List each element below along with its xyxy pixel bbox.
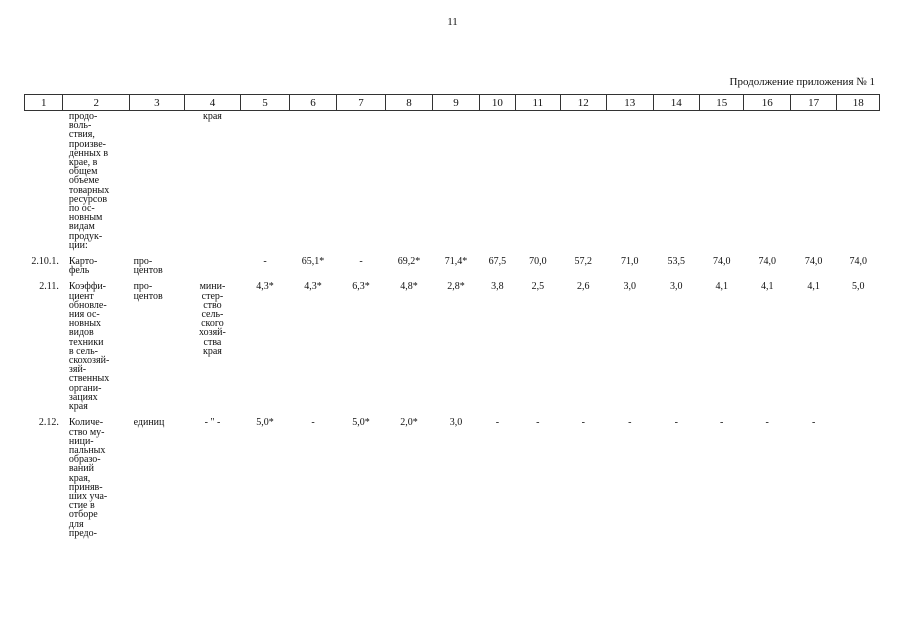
value-cell: 3,0 (670, 281, 683, 293)
value-cell: 53,5 (667, 256, 685, 268)
value-cell: - (765, 417, 769, 429)
header-cell: 9 (433, 95, 479, 111)
value-cell: - (628, 417, 632, 429)
value-cell: 57,2 (574, 256, 593, 268)
value-cell: 5,0* (256, 417, 274, 429)
value-cell: 4,1 (715, 281, 728, 293)
value-cell: 4,3* (256, 281, 274, 293)
header-row (25, 95, 880, 111)
row-number: 2.11. (39, 281, 59, 293)
row-number: 2.10.1. (31, 256, 59, 268)
value-cell: - (581, 417, 585, 429)
table-row (25, 275, 880, 411)
value-cell: 3,8 (491, 281, 504, 293)
header-cell: 6 (289, 95, 337, 111)
value-cell: 74,0 (849, 256, 867, 268)
value-cell: 4,1 (760, 281, 774, 293)
header-cell: 3 (130, 95, 185, 111)
value-cell (385, 111, 433, 251)
unit-of-measure: единиц (133, 417, 165, 429)
header-cell: 17 (790, 95, 836, 111)
value-cell: 2,6 (577, 281, 590, 293)
value-cell: 4,8* (400, 281, 418, 293)
header-cell: 12 (560, 95, 606, 111)
header-cell: 13 (607, 95, 653, 111)
value-cell: - (720, 417, 724, 429)
responsible-body: мини- стер- ство сель- ского хозяй- ства края (199, 281, 226, 357)
value-cell (433, 111, 479, 251)
value-cell: 71,0 (621, 256, 639, 268)
value-cell (516, 111, 560, 251)
value-cell: 3,0 (449, 417, 463, 429)
unit-of-measure (130, 111, 185, 251)
value-cell: 6,3* (352, 281, 370, 293)
header-cell: 14 (653, 95, 699, 111)
value-cell: - (359, 256, 363, 268)
value-cell: 2,0* (400, 417, 418, 429)
unit-of-measure: про- центов (133, 256, 163, 277)
table-row (25, 250, 880, 275)
value-cell: 2,8* (447, 281, 465, 293)
value-cell: 69,2* (397, 256, 421, 268)
row-number (25, 111, 63, 251)
value-cell: 70,0 (529, 256, 547, 268)
value-cell (790, 111, 836, 251)
value-cell: - (311, 417, 315, 429)
value-cell: 71,4* (444, 256, 468, 268)
value-cell: - (495, 417, 500, 429)
value-cell: 74,0 (804, 256, 823, 268)
value-cell (560, 111, 606, 251)
header-cell: 4 (184, 95, 241, 111)
value-cell (837, 411, 880, 538)
page-number: 11 (447, 16, 458, 28)
value-cell: 3,0 (623, 281, 637, 293)
indicator-name: Карто- фель (68, 256, 98, 277)
responsible-body (184, 250, 241, 275)
header-cell: 11 (516, 95, 560, 111)
header-cell: 16 (744, 95, 790, 111)
value-cell (289, 111, 337, 251)
value-cell: - (812, 417, 816, 429)
value-cell: 74,0 (758, 256, 776, 268)
value-cell: - (263, 256, 267, 268)
value-cell: 5,0* (352, 417, 370, 429)
value-cell (241, 111, 290, 251)
header-cell: 1 (25, 95, 63, 111)
value-cell: 4,3* (304, 281, 322, 293)
table-row (25, 111, 880, 251)
header-cell: 15 (700, 95, 744, 111)
continuation-title: Продолжение приложения № 1 (729, 76, 875, 88)
header-cell: 18 (837, 95, 880, 111)
value-cell: 4,1 (807, 281, 820, 293)
value-cell: - (536, 417, 540, 429)
value-cell: - (674, 417, 678, 429)
value-cell (700, 111, 744, 251)
value-cell (837, 111, 880, 251)
data-table (24, 94, 880, 538)
indicator-name: продо- воль- ствия, произве- денных в крае, в общем объеме товарных ресурсов по ос- новным видам продук- ции: (68, 111, 110, 251)
value-cell: 74,0 (712, 256, 731, 268)
table-row (25, 411, 880, 538)
responsible-body: - " - (204, 417, 221, 429)
value-cell (337, 111, 386, 251)
value-cell: 2,5 (531, 281, 545, 293)
value-cell (607, 111, 653, 251)
responsible-body: края (202, 111, 222, 122)
header-cell: 5 (241, 95, 290, 111)
value-cell (479, 111, 515, 251)
row-number: 2.12. (38, 417, 59, 429)
value-cell (744, 111, 790, 251)
header-cell: 2 (63, 95, 130, 111)
value-cell (653, 111, 699, 251)
value-cell: 67,5 (488, 256, 507, 268)
header-cell: 8 (385, 95, 433, 111)
header-cell: 7 (337, 95, 386, 111)
indicator-name: Количе- ство му- ници- пальных образо- ваний края, приняв- ших уча- стие в отборе для предо- (68, 417, 108, 539)
indicator-name: Коэффи- циент обновле- ния ос- новных видов техники в сель- скохозяй- зяй- ственных органи- зациях края (68, 281, 110, 413)
unit-of-measure: про- центов (133, 281, 163, 302)
header-cell: 10 (479, 95, 515, 111)
value-cell: 65,1* (301, 256, 325, 268)
value-cell: 5,0 (851, 281, 865, 293)
